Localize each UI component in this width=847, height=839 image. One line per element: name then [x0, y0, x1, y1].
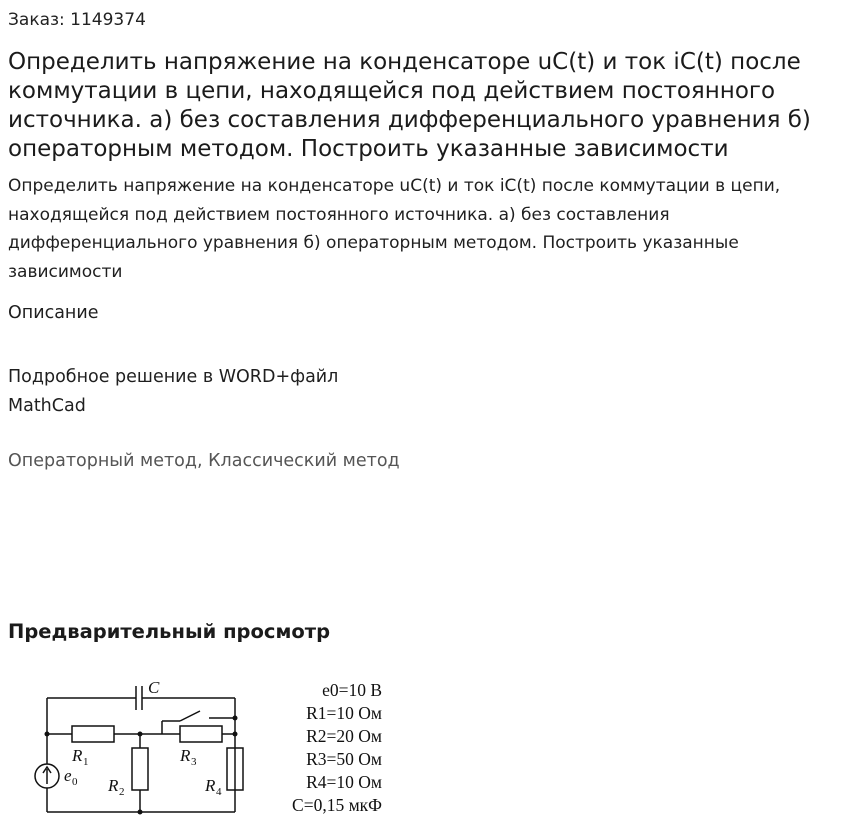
- r2-label: R: [108, 776, 119, 795]
- r4-label-sub: 4: [216, 786, 222, 798]
- param-r3: R3=50 Ом: [306, 749, 382, 769]
- param-r1: R1=10 Ом: [306, 703, 382, 723]
- preview-image: [28, 674, 388, 836]
- solution-line-word: Подробное решение в WORD+файл: [8, 367, 339, 387]
- page-title: Определить напряжение на конденсаторе uC(t) и ток iC(t) после коммутации в цепи, находящейся под действием постоянного источника. а) без составления дифференциального уравнения б) операторным методом. Построить указанные зависимости: [8, 49, 811, 162]
- method-tags[interactable]: Операторный метод, Классический метод: [8, 451, 400, 471]
- task-description: Определить напряжение на конденсаторе uC(t) и ток iC(t) после коммутации в цепи, находящейся под действием постоянного источника. а) без составления дифференциального уравнения б) операторным методом. Построить указанные зависимости: [8, 176, 781, 282]
- param-r2: R2=20 Ом: [306, 726, 382, 746]
- param-e0: e0=10 В: [322, 680, 382, 700]
- preview-heading: Предварительный просмотр: [8, 620, 331, 643]
- solution-info: [8, 363, 428, 420]
- circuit-parameters: [272, 679, 382, 817]
- description-section-label: Описание: [8, 303, 99, 323]
- solution-line-mathcad: MathCad: [8, 395, 86, 416]
- order-number: Заказ: 1149374: [8, 10, 146, 30]
- param-r4: R4=10 Ом: [306, 772, 382, 792]
- r3-label: R: [180, 746, 191, 765]
- capacitor-label: C: [148, 678, 160, 697]
- circuit-diagram: [28, 674, 268, 836]
- param-c: C=0,15 мкФ: [292, 795, 382, 815]
- e0-label-sub: 0: [72, 776, 78, 788]
- r3-label-sub: 3: [191, 756, 197, 768]
- r1-label-sub: 1: [83, 756, 89, 768]
- e0-label: e: [64, 766, 72, 785]
- r2-label-sub: 2: [119, 786, 125, 798]
- r1-label: R: [72, 746, 83, 765]
- r4-label: R: [205, 776, 216, 795]
